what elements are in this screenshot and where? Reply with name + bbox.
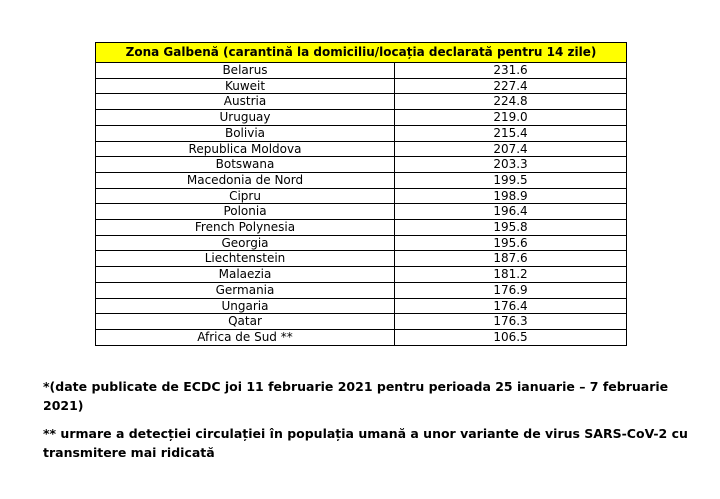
value-cell: 215.4 (395, 125, 627, 141)
table-row (96, 314, 627, 330)
country-cell: Uruguay (96, 110, 395, 126)
table-row (96, 94, 627, 110)
value-cell: 195.6 (395, 235, 627, 251)
table-row (96, 63, 627, 79)
table-row (96, 235, 627, 251)
table-row (96, 141, 627, 157)
value-cell: 224.8 (395, 94, 627, 110)
value-cell: 203.3 (395, 157, 627, 173)
value-cell: 176.9 (395, 282, 627, 298)
table-row (96, 282, 627, 298)
value-cell: 176.3 (395, 314, 627, 330)
value-cell: 231.6 (395, 63, 627, 79)
country-cell: Republica Moldova (96, 141, 395, 157)
country-cell: Polonia (96, 204, 395, 220)
country-cell: Ungaria (96, 298, 395, 314)
table-row (96, 220, 627, 236)
table-body (96, 63, 627, 346)
value-cell: 207.4 (395, 141, 627, 157)
value-cell: 106.5 (395, 329, 627, 345)
country-cell: Africa de Sud ** (96, 329, 395, 345)
table-row (96, 298, 627, 314)
table-row (96, 125, 627, 141)
table-row (96, 110, 627, 126)
country-cell: Liechtenstein (96, 251, 395, 267)
table-header: Zona Galbenă (carantină la domiciliu/locația declarată pentru 14 zile) (96, 43, 627, 63)
table-header-row (96, 43, 627, 63)
table-row (96, 267, 627, 283)
yellow-zone-table (95, 42, 627, 346)
value-cell: 187.6 (395, 251, 627, 267)
table-row (96, 157, 627, 173)
table-row (96, 78, 627, 94)
value-cell: 199.5 (395, 172, 627, 188)
value-cell: 181.2 (395, 267, 627, 283)
table-row (96, 329, 627, 345)
value-cell: 195.8 (395, 220, 627, 236)
country-cell: Macedonia de Nord (96, 172, 395, 188)
country-cell: Georgia (96, 235, 395, 251)
country-cell: Qatar (96, 314, 395, 330)
source-note: *(date publicate de ECDC joi 11 februarie 2021 pentru perioada 25 ianuarie – 7 februarie 2021) (43, 379, 669, 413)
table-row (96, 251, 627, 267)
value-cell: 227.4 (395, 78, 627, 94)
table-row (96, 172, 627, 188)
country-cell: French Polynesia (96, 220, 395, 236)
variant-note: ** urmare a detecției circulației în populația umană a unor variante de virus SARS-CoV-2 cu transmitere mai ridicată (43, 426, 688, 460)
country-cell: Bolivia (96, 125, 395, 141)
value-cell: 196.4 (395, 204, 627, 220)
country-cell: Cipru (96, 188, 395, 204)
country-cell: Germania (96, 282, 395, 298)
country-cell: Austria (96, 94, 395, 110)
table-row (96, 188, 627, 204)
value-cell: 176.4 (395, 298, 627, 314)
value-cell: 219.0 (395, 110, 627, 126)
country-cell: Kuweit (96, 78, 395, 94)
country-cell: Botswana (96, 157, 395, 173)
country-cell: Belarus (96, 63, 395, 79)
value-cell: 198.9 (395, 188, 627, 204)
country-cell: Malaezia (96, 267, 395, 283)
table-row (96, 204, 627, 220)
